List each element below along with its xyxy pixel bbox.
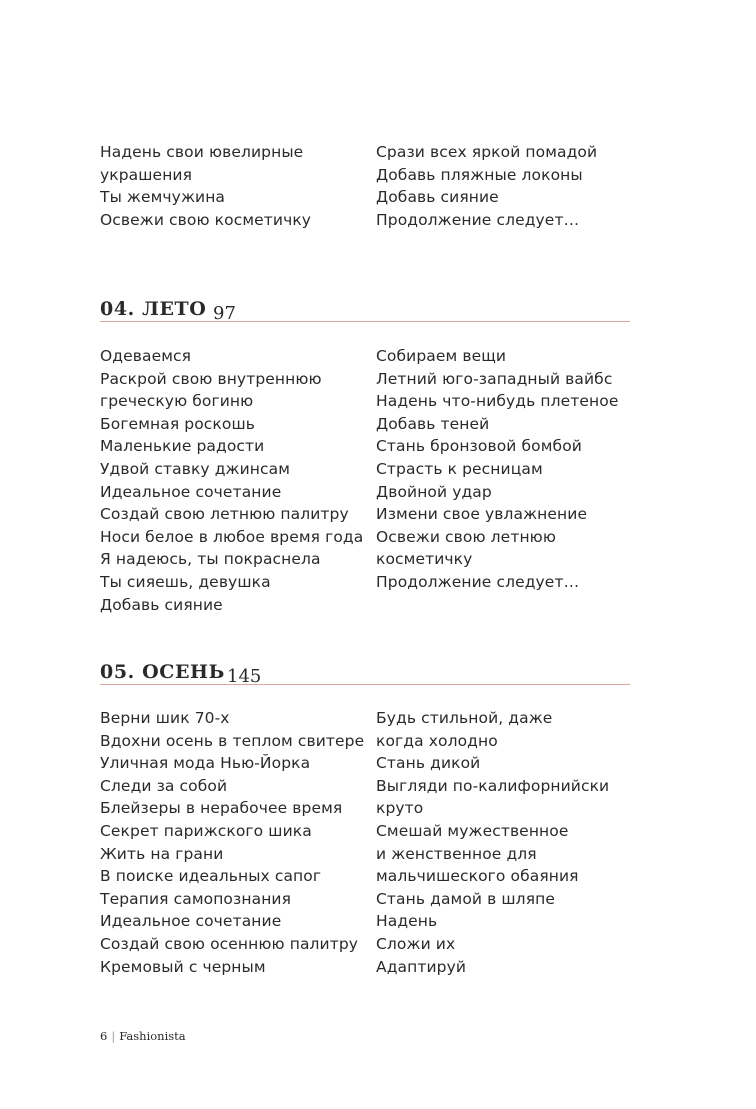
toc-item: Верни шик 70-х [100,709,230,727]
toc-item: Создай свою осеннюю палитру [100,934,359,953]
toc-item: Богемная роскошь [100,414,255,433]
toc-item: Жить на грани [100,844,224,863]
section-page-number: 97 [213,303,236,324]
toc-item: круто [376,799,424,818]
toc-item: Освежи свою летнюю [376,527,556,546]
toc-item: Стань дикой [376,754,481,773]
toc-item: Носи белое в любое время года [100,527,364,546]
toc-item: Маленькие радости [100,437,265,456]
toc-item: Добавь сияние [100,595,223,614]
summer-section-items [100,345,630,616]
toc-item: Собираем вещи [376,347,507,365]
toc-item: Двойной удар [376,482,492,501]
toc-item: Смешай мужественное [376,821,569,840]
toc-item: Одеваемся [100,347,192,365]
toc-item: Раскрой свою внутреннюю [100,369,322,388]
footer-page-number: 6 [100,1029,108,1043]
toc-item: Создай свою летнюю палитру [100,505,349,524]
autumn-section-header [100,654,630,685]
toc-item: Надень [376,912,438,931]
footer-separator: | [111,1029,116,1043]
toc-item: Будь стильной, даже [376,709,553,727]
toc-item: Выгляди по-калифорнийски [376,776,610,795]
toc-item: Секрет парижского шика [100,821,312,840]
toc-item: украшения [100,165,193,184]
toc-item: мальчишеского обаяния [376,867,579,886]
section-page-number: 145 [227,666,262,687]
toc-item: Страсть к ресницам [376,459,543,478]
toc-item: Идеальное сочетание [100,912,282,931]
toc-item: В поиске идеальных сапог [100,867,322,886]
toc-item: Срази всех яркой помадой [376,143,598,161]
toc-item: косметичку [376,550,473,569]
autumn-section-items [100,707,630,978]
toc-item: Надень что-нибудь плетеное [376,392,619,411]
summer-section-header [100,291,630,322]
toc-item: Добавь теней [376,414,490,433]
toc-item: Освежи свою косметичку [100,210,312,229]
toc-item: Вдохни осень в теплом свитере [100,731,365,750]
toc-item: Добавь сияние [376,188,499,207]
toc-item: Надень свои ювелирные [100,143,304,161]
toc-item: когда холодно [376,731,498,750]
toc-item: и женственное для [376,844,537,863]
section-title: 04. ЛЕТО [100,298,207,320]
autumn-right-column [376,707,630,978]
autumn-left-column [100,707,376,978]
toc-item: Уличная мода Нью-Йорка [100,754,311,773]
toc-item: Продолжение следует… [376,210,580,229]
toc-item: Стань дамой в шляпе [376,889,555,908]
toc-item: Измени свое увлажнение [376,505,588,524]
top-right-column [376,141,630,231]
top-left-column [100,141,376,231]
toc-item: Я надеюсь, ты покраснела [100,550,321,569]
summer-left-column [100,345,376,616]
footer-book-title: Fashionista [119,1029,186,1043]
toc-item: Летний юго-западный вайбс [376,369,613,388]
toc-item: Продолжение следует… [376,572,580,591]
toc-item: Адаптируй [376,957,467,976]
toc-item: Добавь пляжные локоны [376,165,583,184]
toc-item: греческую богиню [100,392,254,411]
page-footer [100,1029,186,1043]
toc-item: Блейзеры в нерабочее время [100,799,343,818]
toc-item: Следи за собой [100,776,228,795]
toc-item: Кремовый с черным [100,957,266,976]
section-title: 05. ОСЕНЬ [100,661,225,683]
toc-item: Стань бронзовой бомбой [376,437,582,456]
toc-item: Терапия самопознания [100,889,292,908]
toc-item: Удвой ставку джинсам [100,459,291,478]
toc-item: Ты сияешь, девушка [100,572,271,591]
summer-right-column [376,345,630,616]
toc-item: Ты жемчужина [100,188,226,207]
toc-item: Идеальное сочетание [100,482,282,501]
top-section-items [100,141,630,231]
toc-item: Сложи их [376,934,456,953]
